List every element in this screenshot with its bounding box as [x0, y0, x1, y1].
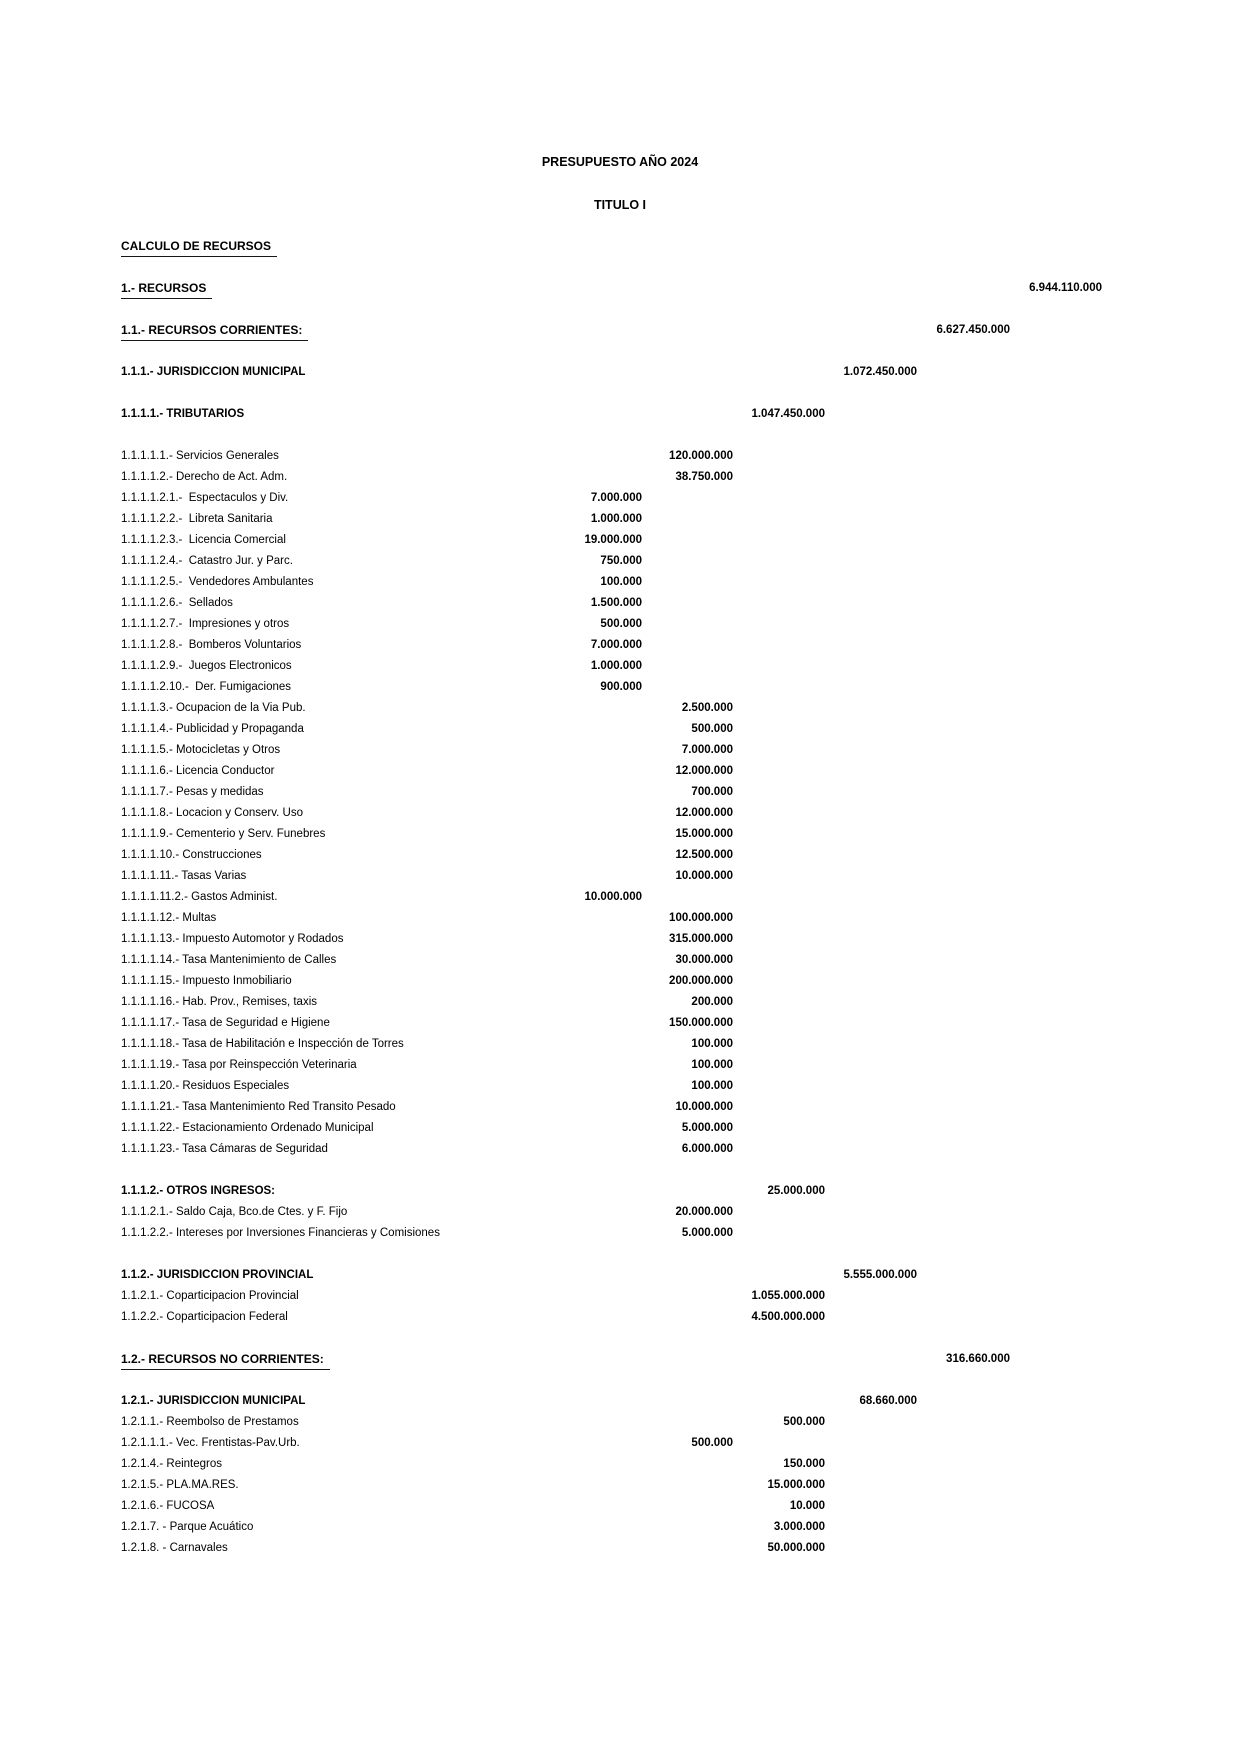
line-amount: 500.000	[600, 618, 642, 630]
budget-line	[0, 1391, 1240, 1411]
line-label: 1.1.2.1.- Coparticipacion Provincial	[121, 1290, 299, 1302]
line-label: 1.1.1.2.2.- Intereses por Inversiones Financieras y Comisiones	[121, 1227, 440, 1239]
line-amount: 1.047.450.000	[751, 408, 825, 420]
line-amount: 38.750.000	[675, 471, 733, 483]
line-label: 1.2.1.5.- PLA.MA.RES.	[121, 1479, 239, 1491]
budget-line	[0, 404, 1240, 424]
line-amount: 10.000.000	[675, 870, 733, 882]
budget-line	[0, 1475, 1240, 1495]
budget-line	[0, 971, 1240, 991]
line-amount: 25.000.000	[767, 1185, 825, 1197]
line-amount: 200.000.000	[669, 975, 733, 987]
line-label: 1.1.1.1.2.9.- Juegos Electronicos	[121, 660, 292, 672]
line-amount: 6.627.450.000	[936, 324, 1010, 336]
line-label: 1.1.1.1.19.- Tasa por Reinspección Veterinaria	[121, 1059, 357, 1071]
budget-line	[0, 572, 1240, 592]
line-amount: 15.000.000	[767, 1479, 825, 1491]
budget-line	[0, 467, 1240, 487]
budget-line	[0, 1265, 1240, 1285]
line-amount: 500.000	[783, 1416, 825, 1428]
line-label: 1.2.- RECURSOS NO CORRIENTES:	[121, 1349, 330, 1370]
line-amount: 1.000.000	[590, 513, 642, 525]
line-label: 1.1.- RECURSOS CORRIENTES:	[121, 320, 308, 341]
line-label: 1.2.1.- JURISDICCION MUNICIPAL	[121, 1395, 306, 1407]
line-label: 1.1.1.1.16.- Hab. Prov., Remises, taxis	[121, 996, 318, 1008]
line-label: 1.2.1.4.- Reintegros	[121, 1458, 223, 1470]
budget-line	[0, 1517, 1240, 1537]
line-label: 1.1.1.1.10.- Construcciones	[121, 849, 262, 861]
budget-line	[0, 1034, 1240, 1054]
budget-line	[0, 908, 1240, 928]
line-amount: 6.000.000	[681, 1143, 733, 1155]
line-amount: 5.555.000.000	[843, 1269, 917, 1281]
line-amount: 5.000.000	[681, 1122, 733, 1134]
line-label: 1.1.1.1.9.- Cementerio y Serv. Funebres	[121, 828, 326, 840]
line-label: 1.1.1.1.2.4.- Catastro Jur. y Parc.	[121, 555, 293, 567]
budget-line	[0, 1349, 1240, 1369]
budget-line	[0, 530, 1240, 550]
budget-line	[0, 824, 1240, 844]
line-label: 1.1.1.1.11.2.- Gastos Administ.	[121, 891, 278, 903]
line-amount: 5.000.000	[681, 1227, 733, 1239]
line-amount: 200.000	[691, 996, 733, 1008]
line-label: 1.1.1.1.1.- Servicios Generales	[121, 450, 279, 462]
line-label: 1.1.1.1.3.- Ocupacion de la Via Pub.	[121, 702, 306, 714]
line-amount: 900.000	[600, 681, 642, 693]
budget-line	[0, 719, 1240, 739]
budget-line	[0, 1013, 1240, 1033]
line-label: 1.2.1.6.- FUCOSA	[121, 1500, 215, 1512]
line-label: 1.2.1.1.1.- Vec. Frentistas-Pav.Urb.	[121, 1437, 300, 1449]
line-amount: 100.000.000	[669, 912, 733, 924]
line-amount: 100.000	[600, 576, 642, 588]
budget-line	[0, 992, 1240, 1012]
line-amount: 750.000	[600, 555, 642, 567]
budget-line	[0, 866, 1240, 886]
line-label: 1.1.2.- JURISDICCION PROVINCIAL	[121, 1269, 314, 1281]
line-amount: 30.000.000	[675, 954, 733, 966]
budget-line	[0, 1055, 1240, 1075]
line-label: 1.2.1.7. - Parque Acuático	[121, 1521, 254, 1533]
budget-line	[0, 488, 1240, 508]
line-label: 1.1.1.1.2.1.- Espectaculos y Div.	[121, 492, 289, 504]
line-amount: 315.000.000	[669, 933, 733, 945]
budget-line	[0, 236, 1240, 256]
line-amount: 7.000.000	[590, 492, 642, 504]
line-label: 1.1.1.1.2.5.- Vendedores Ambulantes	[121, 576, 314, 588]
line-amount: 100.000	[691, 1080, 733, 1092]
line-label: 1.1.1.1.15.- Impuesto Inmobiliario	[121, 975, 292, 987]
budget-line	[0, 551, 1240, 571]
budget-line	[0, 1118, 1240, 1138]
line-label: 1.1.1.1.2.7.- Impresiones y otros	[121, 618, 290, 630]
document-title: PRESUPUESTO AÑO 2024	[541, 155, 699, 169]
budget-line	[0, 950, 1240, 970]
line-amount: 10.000.000	[584, 891, 642, 903]
budget-line	[0, 593, 1240, 613]
line-amount: 15.000.000	[675, 828, 733, 840]
budget-line	[0, 1496, 1240, 1516]
line-label: 1.1.1.1.11.- Tasas Varias	[121, 870, 247, 882]
line-label: 1.1.1.1.18.- Tasa de Habilitación e Inspección de Torres	[121, 1038, 404, 1050]
line-amount: 1.072.450.000	[843, 366, 917, 378]
budget-line	[0, 1307, 1240, 1327]
line-amount: 12.500.000	[675, 849, 733, 861]
budget-line	[0, 446, 1240, 466]
budget-line	[0, 278, 1240, 298]
line-label: 1.1.1.1.14.- Tasa Mantenimiento de Calles	[121, 954, 337, 966]
line-amount: 12.000.000	[675, 807, 733, 819]
line-label: 1.1.1.1.2.- Derecho de Act. Adm.	[121, 471, 288, 483]
line-label: 1.1.1.1.2.3.- Licencia Comercial	[121, 534, 286, 546]
budget-line	[0, 782, 1240, 802]
budget-line	[0, 320, 1240, 340]
budget-line	[0, 1538, 1240, 1558]
budget-line	[0, 740, 1240, 760]
budget-line	[0, 929, 1240, 949]
budget-line	[0, 1139, 1240, 1159]
line-amount: 12.000.000	[675, 765, 733, 777]
budget-line	[0, 698, 1240, 718]
line-label: 1.1.1.1.23.- Tasa Cámaras de Seguridad	[121, 1143, 328, 1155]
budget-line	[0, 887, 1240, 907]
line-amount: 7.000.000	[590, 639, 642, 651]
line-label: 1.- RECURSOS	[121, 278, 212, 299]
budget-line	[0, 1454, 1240, 1474]
line-amount: 150.000	[783, 1458, 825, 1470]
line-label: 1.2.1.8. - Carnavales	[121, 1542, 228, 1554]
line-label: 1.2.1.1.- Reembolso de Prestamos	[121, 1416, 299, 1428]
line-label: 1.1.1.- JURISDICCION MUNICIPAL	[121, 366, 306, 378]
line-label: CALCULO DE RECURSOS	[121, 236, 277, 257]
line-amount: 316.660.000	[946, 1353, 1010, 1365]
budget-line	[0, 1223, 1240, 1243]
line-label: 1.1.1.1.20.- Residuos Especiales	[121, 1080, 290, 1092]
line-amount: 10.000.000	[675, 1101, 733, 1113]
line-amount: 500.000	[691, 1437, 733, 1449]
line-amount: 1.500.000	[590, 597, 642, 609]
line-amount: 19.000.000	[584, 534, 642, 546]
line-label: 1.1.1.1.2.2.- Libreta Sanitaria	[121, 513, 273, 525]
line-amount: 68.660.000	[859, 1395, 917, 1407]
budget-line	[0, 1097, 1240, 1117]
line-label: 1.1.1.1.13.- Impuesto Automotor y Rodados	[121, 933, 344, 945]
line-label: 1.1.2.2.- Coparticipacion Federal	[121, 1311, 288, 1323]
document-subtitle: TITULO I	[593, 198, 647, 212]
budget-line	[0, 509, 1240, 529]
line-amount: 3.000.000	[773, 1521, 825, 1533]
line-label: 1.1.1.1.2.8.- Bomberos Voluntarios	[121, 639, 302, 651]
budget-line	[0, 803, 1240, 823]
line-amount: 1.000.000	[590, 660, 642, 672]
line-label: 1.1.1.1.2.6.- Sellados	[121, 597, 233, 609]
line-label: 1.1.1.2.1.- Saldo Caja, Bco.de Ctes. y F. Fijo	[121, 1206, 348, 1218]
line-amount: 6.944.110.000	[1029, 282, 1102, 294]
budget-line	[0, 677, 1240, 697]
line-amount: 100.000	[691, 1059, 733, 1071]
budget-line	[0, 1412, 1240, 1432]
line-amount: 1.055.000.000	[751, 1290, 825, 1302]
budget-line	[0, 1286, 1240, 1306]
budget-line	[0, 614, 1240, 634]
line-amount: 7.000.000	[681, 744, 733, 756]
line-amount: 4.500.000.000	[751, 1311, 825, 1323]
line-label: 1.1.1.1.21.- Tasa Mantenimiento Red Transito Pesado	[121, 1101, 396, 1113]
line-label: 1.1.1.1.2.10.- Der. Fumigaciones	[121, 681, 292, 693]
budget-line	[0, 1181, 1240, 1201]
line-amount: 150.000.000	[669, 1017, 733, 1029]
line-label: 1.1.1.1.22.- Estacionamiento Ordenado Municipal	[121, 1122, 374, 1134]
budget-line	[0, 845, 1240, 865]
line-label: 1.1.1.1.6.- Licencia Conductor	[121, 765, 275, 777]
line-label: 1.1.1.1.- TRIBUTARIOS	[121, 408, 245, 420]
line-amount: 20.000.000	[675, 1206, 733, 1218]
line-label: 1.1.1.1.17.- Tasa de Seguridad e Higiene	[121, 1017, 330, 1029]
line-label: 1.1.1.2.- OTROS INGRESOS:	[121, 1185, 276, 1197]
budget-line	[0, 635, 1240, 655]
line-amount: 2.500.000	[681, 702, 733, 714]
budget-line	[0, 1202, 1240, 1222]
line-amount: 50.000.000	[767, 1542, 825, 1554]
budget-line	[0, 1433, 1240, 1453]
line-amount: 10.000	[789, 1500, 825, 1512]
line-label: 1.1.1.1.8.- Locacion y Conserv. Uso	[121, 807, 303, 819]
line-label: 1.1.1.1.4.- Publicidad y Propaganda	[121, 723, 304, 735]
line-amount: 500.000	[691, 723, 733, 735]
budget-line	[0, 656, 1240, 676]
budget-line	[0, 761, 1240, 781]
line-label: 1.1.1.1.5.- Motocicletas y Otros	[121, 744, 281, 756]
budget-line	[0, 1076, 1240, 1096]
line-label: 1.1.1.1.7.- Pesas y medidas	[121, 786, 264, 798]
line-label: 1.1.1.1.12.- Multas	[121, 912, 217, 924]
line-amount: 100.000	[691, 1038, 733, 1050]
budget-line	[0, 362, 1240, 382]
line-amount: 120.000.000	[669, 450, 733, 462]
line-amount: 700.000	[691, 786, 733, 798]
